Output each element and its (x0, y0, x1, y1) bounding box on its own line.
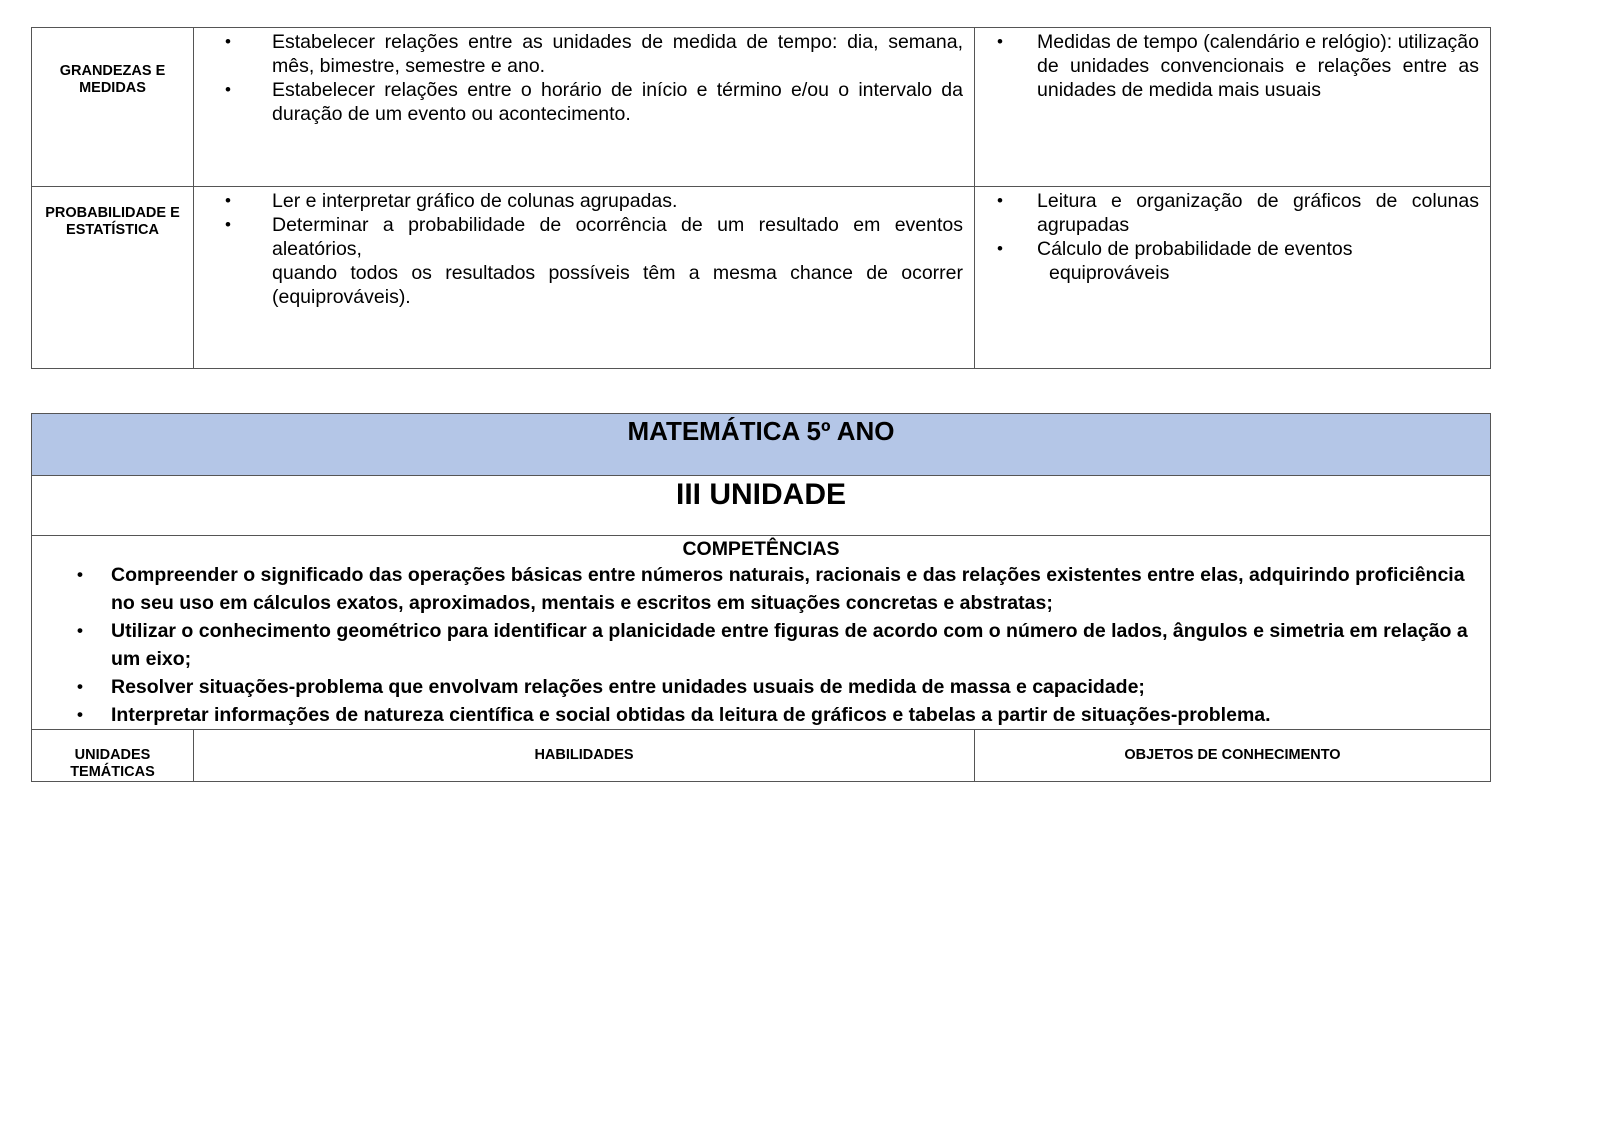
unit-label: GRANDEZAS E MEDIDAS (59, 63, 166, 96)
list-item: • Compreender o significado das operações básicas entre números naturais, racionais e das relações existentes entre elas, adquirindo proficiência no seu uso em cálculos exatos, aproximados, mentais e escritos em situações concretas e abstratas; (111, 561, 1476, 617)
objetos-list (975, 28, 1490, 102)
title-row (32, 414, 1491, 476)
list-item: • Resolver situações-problema que envolvam relações entre unidades usuais de medida de massa e capacidade; (111, 673, 1476, 701)
competencias-list (32, 561, 1490, 729)
list-item: • Determinar a probabilidade de ocorrência de um resultado em eventos aleatórios, (272, 213, 963, 261)
competencias-cell (32, 536, 1491, 730)
list-item: • Ler e interpretar gráfico de colunas agrupadas. (272, 189, 963, 213)
unit-label: PROBABILIDADE E ESTATÍSTICA (45, 205, 180, 238)
top-curriculum-table (31, 27, 1491, 369)
competencias-row (32, 536, 1491, 730)
objetos-cell (975, 28, 1491, 187)
unit-cell-probabilidade (32, 187, 194, 369)
unit-cell-grandezas (32, 28, 194, 187)
habilidades-list (194, 28, 974, 126)
header-habilidades: HABILIDADES (194, 730, 975, 782)
list-item: • Estabelecer relações entre as unidades de medida de tempo: dia, semana, mês, bimestre, semestre e ano. (272, 30, 963, 78)
page-title: MATEMÁTICA 5º ANO (32, 414, 1491, 476)
list-item-continuation: quando todos os resultados possíveis têm a mesma chance de ocorrer (equiprováveis). (272, 262, 963, 308)
table-row (32, 28, 1491, 187)
list-item: • Interpretar informações de natureza científica e social obtidas da leitura de gráficos e tabelas a partir de situações-problema. (111, 701, 1476, 729)
habilidades-cell (194, 187, 975, 369)
list-item: • Medidas de tempo (calendário e relógio): utilização de unidades convencionais e relações entre as unidades de medida mais usuais (1037, 30, 1479, 102)
list-item: • Cálculo de probabilidade de eventos (1037, 237, 1479, 261)
unit-header-table (31, 413, 1491, 782)
column-header-row (32, 730, 1491, 782)
unit-row (32, 476, 1491, 536)
objetos-cell (975, 187, 1491, 369)
list-item-continuation: equiprováveis (1049, 262, 1170, 284)
habilidades-list (194, 187, 974, 309)
competencias-title: COMPETÊNCIAS (682, 538, 840, 560)
unit-title: III UNIDADE (32, 476, 1491, 536)
header-objetos: OBJETOS DE CONHECIMENTO (975, 730, 1491, 782)
list-item: • Leitura e organização de gráficos de colunas agrupadas (1037, 189, 1479, 237)
header-unidades: UNIDADES TEMÁTICAS (32, 730, 194, 782)
table-row (32, 187, 1491, 369)
habilidades-cell (194, 28, 975, 187)
list-item: • Estabelecer relações entre o horário de início e término e/ou o intervalo da duração de um evento ou acontecimento. (272, 78, 963, 126)
list-item: • Utilizar o conhecimento geométrico para identificar a planicidade entre figuras de acordo com o número de lados, ângulos e simetria em relação a um eixo; (111, 617, 1476, 673)
objetos-list (975, 187, 1490, 285)
